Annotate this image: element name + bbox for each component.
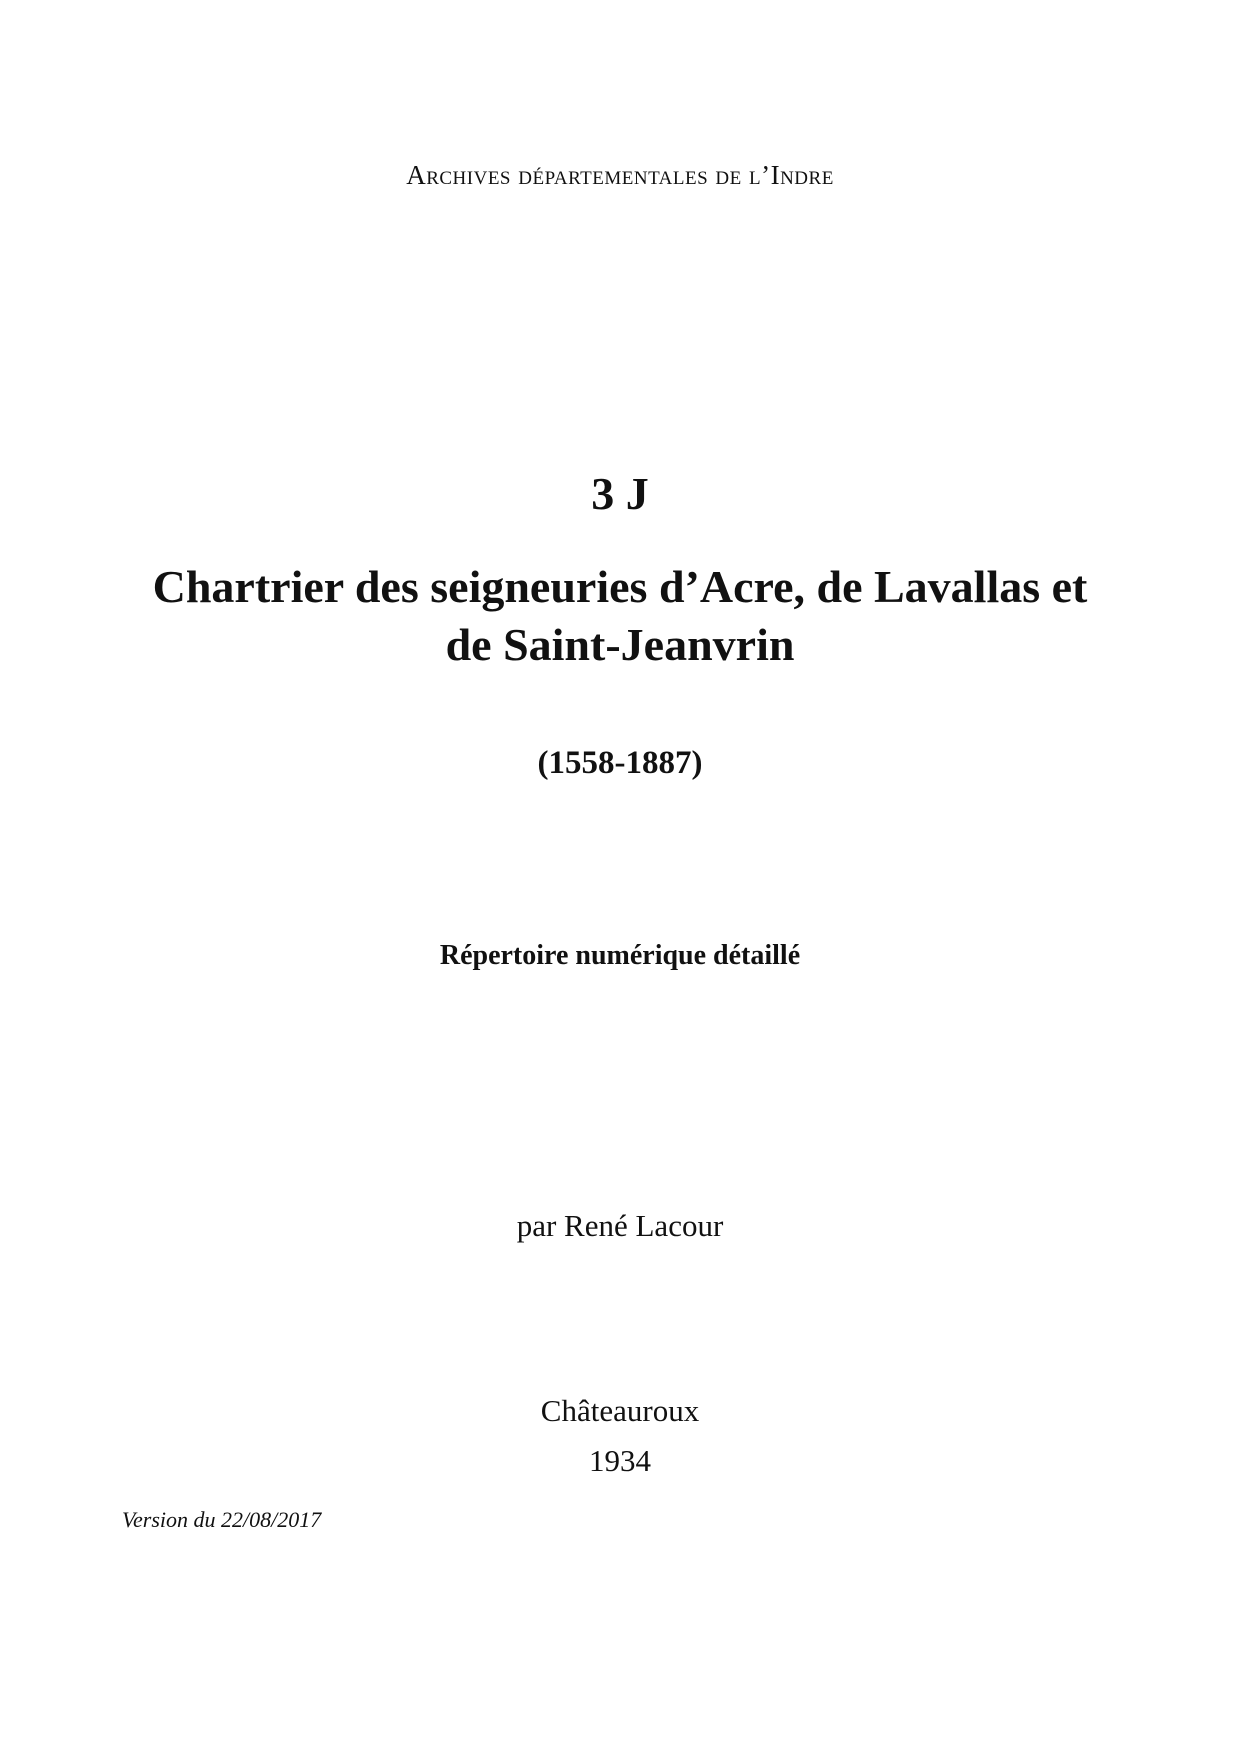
version-note: Version du 22/08/2017 [122,1507,322,1532]
document-type: Répertoire numérique détaillé [439,940,801,971]
author-line: par René Lacour [516,1208,724,1243]
document-title [100,558,1140,674]
document-title-line1: Chartrier des seigneuries d’Acre, de Lavallas et [152,561,1088,612]
institution-name: Archives départementales de l’Indre [406,160,834,190]
date-range: (1558-1887) [537,745,703,781]
document-title-line2: de Saint-Jeanvrin [445,619,795,670]
publication-place: Châteauroux [540,1393,700,1428]
publication-year: 1934 [589,1443,651,1478]
fonds-cote: 3 J [591,468,649,519]
